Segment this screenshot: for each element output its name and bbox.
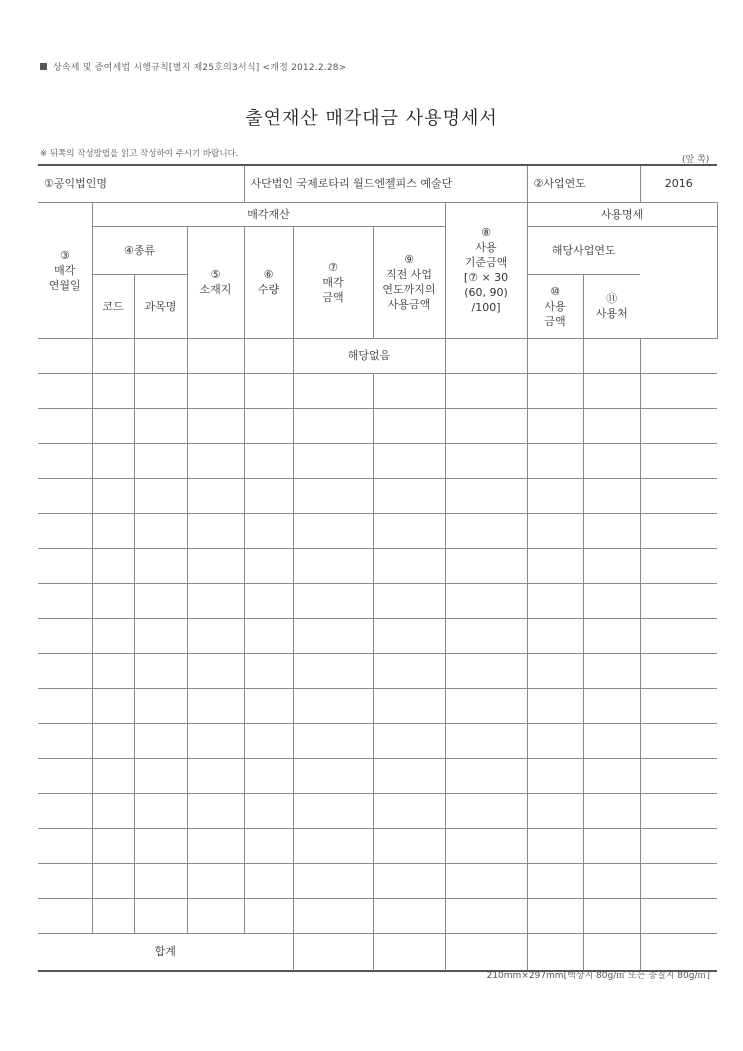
cell-used-amount[interactable] — [527, 863, 583, 898]
col-code: 코드 — [92, 274, 134, 338]
cell-code[interactable] — [92, 653, 134, 688]
cell-quantity[interactable] — [244, 863, 293, 898]
cell-prior-usage[interactable] — [445, 548, 527, 583]
instruction-note: ※ 뒤쪽의 작성방법을 읽고 작성하여 주시기 바랍니다. — [40, 149, 239, 159]
page-side-label: (앞 쪽) — [682, 155, 710, 165]
cell-sale-amount[interactable] — [293, 863, 373, 898]
cell-sale-date[interactable] — [38, 828, 92, 863]
cell-quantity[interactable] — [244, 898, 293, 933]
cell-used-amount[interactable] — [527, 828, 583, 863]
cell-location[interactable] — [187, 408, 244, 443]
col-sale-amount: ⑦ 매각 금액 — [293, 226, 373, 338]
cell-prior-usage[interactable] — [445, 758, 527, 793]
cell-quantity[interactable] — [244, 513, 293, 548]
col-kind: ④종류 — [92, 226, 187, 274]
cell-quantity[interactable] — [244, 793, 293, 828]
cell-unused-amount[interactable] — [640, 898, 717, 933]
cell-used-where[interactable] — [583, 513, 640, 548]
cell-used-where[interactable] — [583, 758, 640, 793]
table-row — [38, 618, 717, 653]
cell-used-amount[interactable] — [527, 618, 583, 653]
cell-sale-date[interactable] — [38, 548, 92, 583]
cell-used-where[interactable] — [583, 793, 640, 828]
table-row — [38, 478, 717, 513]
cell-code[interactable] — [92, 583, 134, 618]
cell-base-amount[interactable] — [373, 373, 445, 408]
cell-base-amount[interactable] — [373, 898, 445, 933]
cell-used-where[interactable] — [583, 373, 640, 408]
corp-name-label: ①공익법인명 — [38, 165, 244, 202]
total-unused-amount[interactable] — [640, 933, 717, 971]
cell-quantity[interactable] — [244, 723, 293, 758]
cell-prior-usage[interactable] — [445, 478, 527, 513]
cell-sale-amount[interactable] — [293, 513, 373, 548]
col-prior-usage: ⑨ 직전 사업 연도까지의 사용금액 — [373, 226, 445, 338]
cell-sale-date[interactable] — [38, 443, 92, 478]
header-row-1 — [38, 202, 717, 226]
cell-location[interactable] — [187, 758, 244, 793]
cell-code[interactable] — [92, 828, 134, 863]
cell-location[interactable] — [187, 653, 244, 688]
cell-sale-date[interactable] — [38, 373, 92, 408]
table-row — [38, 688, 717, 723]
table-row — [38, 443, 717, 478]
cell-code[interactable] — [92, 478, 134, 513]
col-sale-date: ③ 매각 연월일 — [38, 202, 92, 338]
cell-sale-date[interactable] — [38, 408, 92, 443]
cell-sale-date[interactable] — [38, 793, 92, 828]
square-bullet-icon — [40, 63, 47, 70]
cell-base-amount[interactable] — [373, 723, 445, 758]
cell-account[interactable] — [134, 583, 187, 618]
cell-code[interactable] — [92, 723, 134, 758]
cell-used-amount[interactable] — [527, 758, 583, 793]
cell-account[interactable] — [134, 898, 187, 933]
col-used-where: ⑪ 사용처 — [583, 274, 640, 338]
cell-location[interactable] — [187, 338, 244, 373]
cell-unused-amount[interactable] — [640, 478, 717, 513]
cell-unused-amount[interactable] — [640, 828, 717, 863]
cell-used-amount[interactable] — [527, 548, 583, 583]
no-entry-note: 해당없음 — [293, 338, 445, 373]
cell-account[interactable] — [134, 548, 187, 583]
cell-unused-amount[interactable] — [640, 723, 717, 758]
cell-quantity[interactable] — [244, 373, 293, 408]
col-account: 과목명 — [134, 274, 187, 338]
cell-base-amount[interactable] — [373, 583, 445, 618]
cell-account[interactable] — [134, 513, 187, 548]
cell-unused-amount[interactable] — [640, 863, 717, 898]
cell-unused-amount[interactable] — [640, 653, 717, 688]
cell-unused-amount[interactable] — [640, 373, 717, 408]
cell-sale-date[interactable] — [38, 583, 92, 618]
cell-used-amount[interactable] — [527, 373, 583, 408]
cell-location[interactable] — [187, 548, 244, 583]
cell-used-amount[interactable] — [527, 688, 583, 723]
table-row — [38, 793, 717, 828]
cell-unused-amount[interactable] — [640, 408, 717, 443]
table-row — [38, 828, 717, 863]
cell-used-where[interactable] — [583, 863, 640, 898]
cell-quantity[interactable] — [244, 443, 293, 478]
cell-base-amount[interactable] — [373, 478, 445, 513]
regulation-reference-text: 상속세 및 증여세법 시행규칙[별지 제25호의3서식] <개정 2012.2.28> — [53, 63, 347, 73]
cell-used-where[interactable] — [583, 898, 640, 933]
cell-base-amount[interactable] — [373, 548, 445, 583]
cell-used-amount[interactable] — [527, 478, 583, 513]
cell-location[interactable] — [187, 513, 244, 548]
total-row — [38, 933, 717, 971]
paper-spec: 210mm×297mm[백상지 80g/㎡ 또는 중질지 80g/㎡] — [486, 971, 710, 981]
cell-account[interactable] — [134, 758, 187, 793]
table-row — [38, 723, 717, 758]
cell-unused-amount[interactable] — [640, 513, 717, 548]
cell-account[interactable] — [134, 618, 187, 653]
cell-unused-amount[interactable] — [640, 793, 717, 828]
cell-sale-amount[interactable] — [293, 618, 373, 653]
cell-location[interactable] — [187, 373, 244, 408]
col-current-year: 해당사업연도 — [527, 226, 640, 274]
cell-code[interactable] — [92, 863, 134, 898]
cell-sale-date[interactable] — [38, 513, 92, 548]
col-sold-property: 매각재산 — [92, 202, 445, 226]
cell-prior-usage[interactable] — [445, 338, 527, 373]
cell-sale-amount[interactable] — [293, 793, 373, 828]
cell-used-amount[interactable] — [527, 653, 583, 688]
table-row — [38, 863, 717, 898]
cell-code[interactable] — [92, 758, 134, 793]
cell-base-amount[interactable] — [373, 758, 445, 793]
cell-account[interactable] — [134, 373, 187, 408]
cell-prior-usage[interactable] — [445, 653, 527, 688]
cell-account[interactable] — [134, 828, 187, 863]
col-base-amount: ⑧ 사용 기준금액 [⑦ × 30 (60, 90) /100] — [445, 202, 527, 338]
info-row — [38, 165, 717, 202]
cell-base-amount[interactable] — [373, 793, 445, 828]
cell-prior-usage[interactable] — [445, 863, 527, 898]
cell-quantity[interactable] — [244, 618, 293, 653]
cell-account[interactable] — [134, 793, 187, 828]
table-row — [38, 758, 717, 793]
cell-used-where[interactable] — [583, 723, 640, 758]
cell-used-amount[interactable] — [527, 583, 583, 618]
cell-sale-date[interactable] — [38, 723, 92, 758]
cell-used-where[interactable] — [583, 688, 640, 723]
cell-used-where[interactable] — [583, 618, 640, 653]
cell-sale-amount[interactable] — [293, 443, 373, 478]
cell-account[interactable] — [134, 863, 187, 898]
cell-sale-amount[interactable] — [293, 688, 373, 723]
cell-account[interactable] — [134, 408, 187, 443]
cell-sale-amount[interactable] — [293, 758, 373, 793]
cell-prior-usage[interactable] — [445, 373, 527, 408]
cell-sale-amount[interactable] — [293, 478, 373, 513]
cell-used-where[interactable] — [583, 408, 640, 443]
cell-account[interactable] — [134, 338, 187, 373]
cell-quantity[interactable] — [244, 828, 293, 863]
document-title: 출연재산 매각대금 사용명세서 — [245, 108, 498, 129]
col-location: ⑤ 소재지 — [187, 226, 244, 338]
cell-prior-usage[interactable] — [445, 443, 527, 478]
cell-used-amount[interactable] — [527, 723, 583, 758]
cell-used-where[interactable] — [583, 443, 640, 478]
table-row — [38, 338, 717, 373]
col-usage-detail: 사용명세 — [527, 202, 717, 226]
data-rows — [38, 338, 717, 933]
cell-sale-amount[interactable] — [293, 653, 373, 688]
cell-used-where[interactable] — [583, 583, 640, 618]
cell-code[interactable] — [92, 513, 134, 548]
cell-sale-date[interactable] — [38, 618, 92, 653]
total-used-amount[interactable] — [527, 933, 583, 971]
table-row — [38, 653, 717, 688]
cell-location[interactable] — [187, 898, 244, 933]
cell-unused-amount[interactable] — [640, 583, 717, 618]
cell-location[interactable] — [187, 688, 244, 723]
cell-prior-usage[interactable] — [445, 583, 527, 618]
cell-prior-usage[interactable] — [445, 828, 527, 863]
col-used-amount: ⑩ 사용 금액 — [527, 274, 583, 338]
cell-unused-amount[interactable] — [640, 688, 717, 723]
table-row — [38, 373, 717, 408]
cell-sale-amount[interactable] — [293, 583, 373, 618]
cell-location[interactable] — [187, 618, 244, 653]
cell-used-where[interactable] — [583, 548, 640, 583]
cell-unused-amount[interactable] — [640, 618, 717, 653]
cell-used-where[interactable] — [583, 478, 640, 513]
cell-location[interactable] — [187, 828, 244, 863]
cell-code[interactable] — [92, 898, 134, 933]
header-row-2 — [38, 226, 717, 274]
business-year-value: 2016 — [640, 165, 717, 202]
cell-prior-usage[interactable] — [445, 898, 527, 933]
cell-prior-usage[interactable] — [445, 513, 527, 548]
corp-name-value: 사단법인 국제로타리 월드엔젤피스 예술단 — [244, 165, 527, 202]
cell-base-amount[interactable] — [373, 408, 445, 443]
cell-quantity[interactable] — [244, 408, 293, 443]
cell-code[interactable] — [92, 793, 134, 828]
cell-used-amount[interactable] — [527, 898, 583, 933]
cell-base-amount[interactable] — [373, 828, 445, 863]
cell-base-amount[interactable] — [373, 443, 445, 478]
cell-location[interactable] — [187, 863, 244, 898]
cell-account[interactable] — [134, 478, 187, 513]
cell-quantity[interactable] — [244, 583, 293, 618]
cell-base-amount[interactable] — [373, 688, 445, 723]
table-row — [38, 898, 717, 933]
total-sale-amount[interactable] — [293, 933, 373, 971]
total-base-amount[interactable] — [373, 933, 445, 971]
cell-location[interactable] — [187, 443, 244, 478]
cell-quantity[interactable] — [244, 548, 293, 583]
cell-prior-usage[interactable] — [445, 618, 527, 653]
cell-sale-amount[interactable] — [293, 723, 373, 758]
cell-account[interactable] — [134, 653, 187, 688]
cell-prior-usage[interactable] — [445, 793, 527, 828]
cell-prior-usage[interactable] — [445, 723, 527, 758]
cell-used-amount[interactable] — [527, 793, 583, 828]
cell-sale-amount[interactable] — [293, 898, 373, 933]
business-year-label: ②사업연도 — [527, 165, 640, 202]
cell-code[interactable] — [92, 443, 134, 478]
cell-sale-date[interactable] — [38, 863, 92, 898]
cell-account[interactable] — [134, 688, 187, 723]
cell-sale-amount[interactable] — [293, 828, 373, 863]
cell-code[interactable] — [92, 688, 134, 723]
cell-base-amount[interactable] — [373, 513, 445, 548]
cell-code[interactable] — [92, 548, 134, 583]
col-quantity: ⑥ 수량 — [244, 226, 293, 338]
cell-location[interactable] — [187, 793, 244, 828]
total-used-where[interactable] — [583, 933, 640, 971]
cell-unused-amount[interactable] — [640, 758, 717, 793]
cell-unused-amount[interactable] — [640, 338, 717, 373]
total-label: 합계 — [38, 933, 293, 971]
table-row — [38, 513, 717, 548]
cell-code[interactable] — [92, 618, 134, 653]
cell-base-amount[interactable] — [373, 618, 445, 653]
cell-sale-date[interactable] — [38, 898, 92, 933]
cell-location[interactable] — [187, 478, 244, 513]
sale-proceeds-usage-table — [38, 164, 717, 972]
cell-account[interactable] — [134, 443, 187, 478]
cell-quantity[interactable] — [244, 688, 293, 723]
cell-used-where[interactable] — [583, 653, 640, 688]
cell-location[interactable] — [187, 583, 244, 618]
cell-sale-date[interactable] — [38, 653, 92, 688]
cell-code[interactable] — [92, 338, 134, 373]
cell-base-amount[interactable] — [373, 863, 445, 898]
cell-sale-date[interactable] — [38, 688, 92, 723]
cell-sale-amount[interactable] — [293, 408, 373, 443]
cell-code[interactable] — [92, 373, 134, 408]
total-prior-usage[interactable] — [445, 933, 527, 971]
cell-base-amount[interactable] — [373, 653, 445, 688]
cell-quantity[interactable] — [244, 653, 293, 688]
table-row — [38, 408, 717, 443]
cell-sale-amount[interactable] — [293, 373, 373, 408]
cell-unused-amount[interactable] — [640, 443, 717, 478]
table-row — [38, 583, 717, 618]
cell-used-where[interactable] — [583, 828, 640, 863]
cell-sale-date[interactable] — [38, 478, 92, 513]
cell-prior-usage[interactable] — [445, 688, 527, 723]
cell-quantity[interactable] — [244, 338, 293, 373]
cell-used-where[interactable] — [583, 338, 640, 373]
cell-quantity[interactable] — [244, 758, 293, 793]
cell-used-amount[interactable] — [527, 408, 583, 443]
cell-used-amount[interactable] — [527, 513, 583, 548]
cell-code[interactable] — [92, 408, 134, 443]
cell-sale-date[interactable] — [38, 338, 92, 373]
cell-sale-amount[interactable] — [293, 548, 373, 583]
cell-unused-amount[interactable] — [640, 548, 717, 583]
regulation-reference — [40, 60, 346, 73]
table-row — [38, 548, 717, 583]
cell-used-amount[interactable] — [527, 443, 583, 478]
cell-location[interactable] — [187, 723, 244, 758]
cell-account[interactable] — [134, 723, 187, 758]
cell-prior-usage[interactable] — [445, 408, 527, 443]
cell-used-amount[interactable] — [527, 338, 583, 373]
cell-sale-date[interactable] — [38, 758, 92, 793]
cell-quantity[interactable] — [244, 478, 293, 513]
